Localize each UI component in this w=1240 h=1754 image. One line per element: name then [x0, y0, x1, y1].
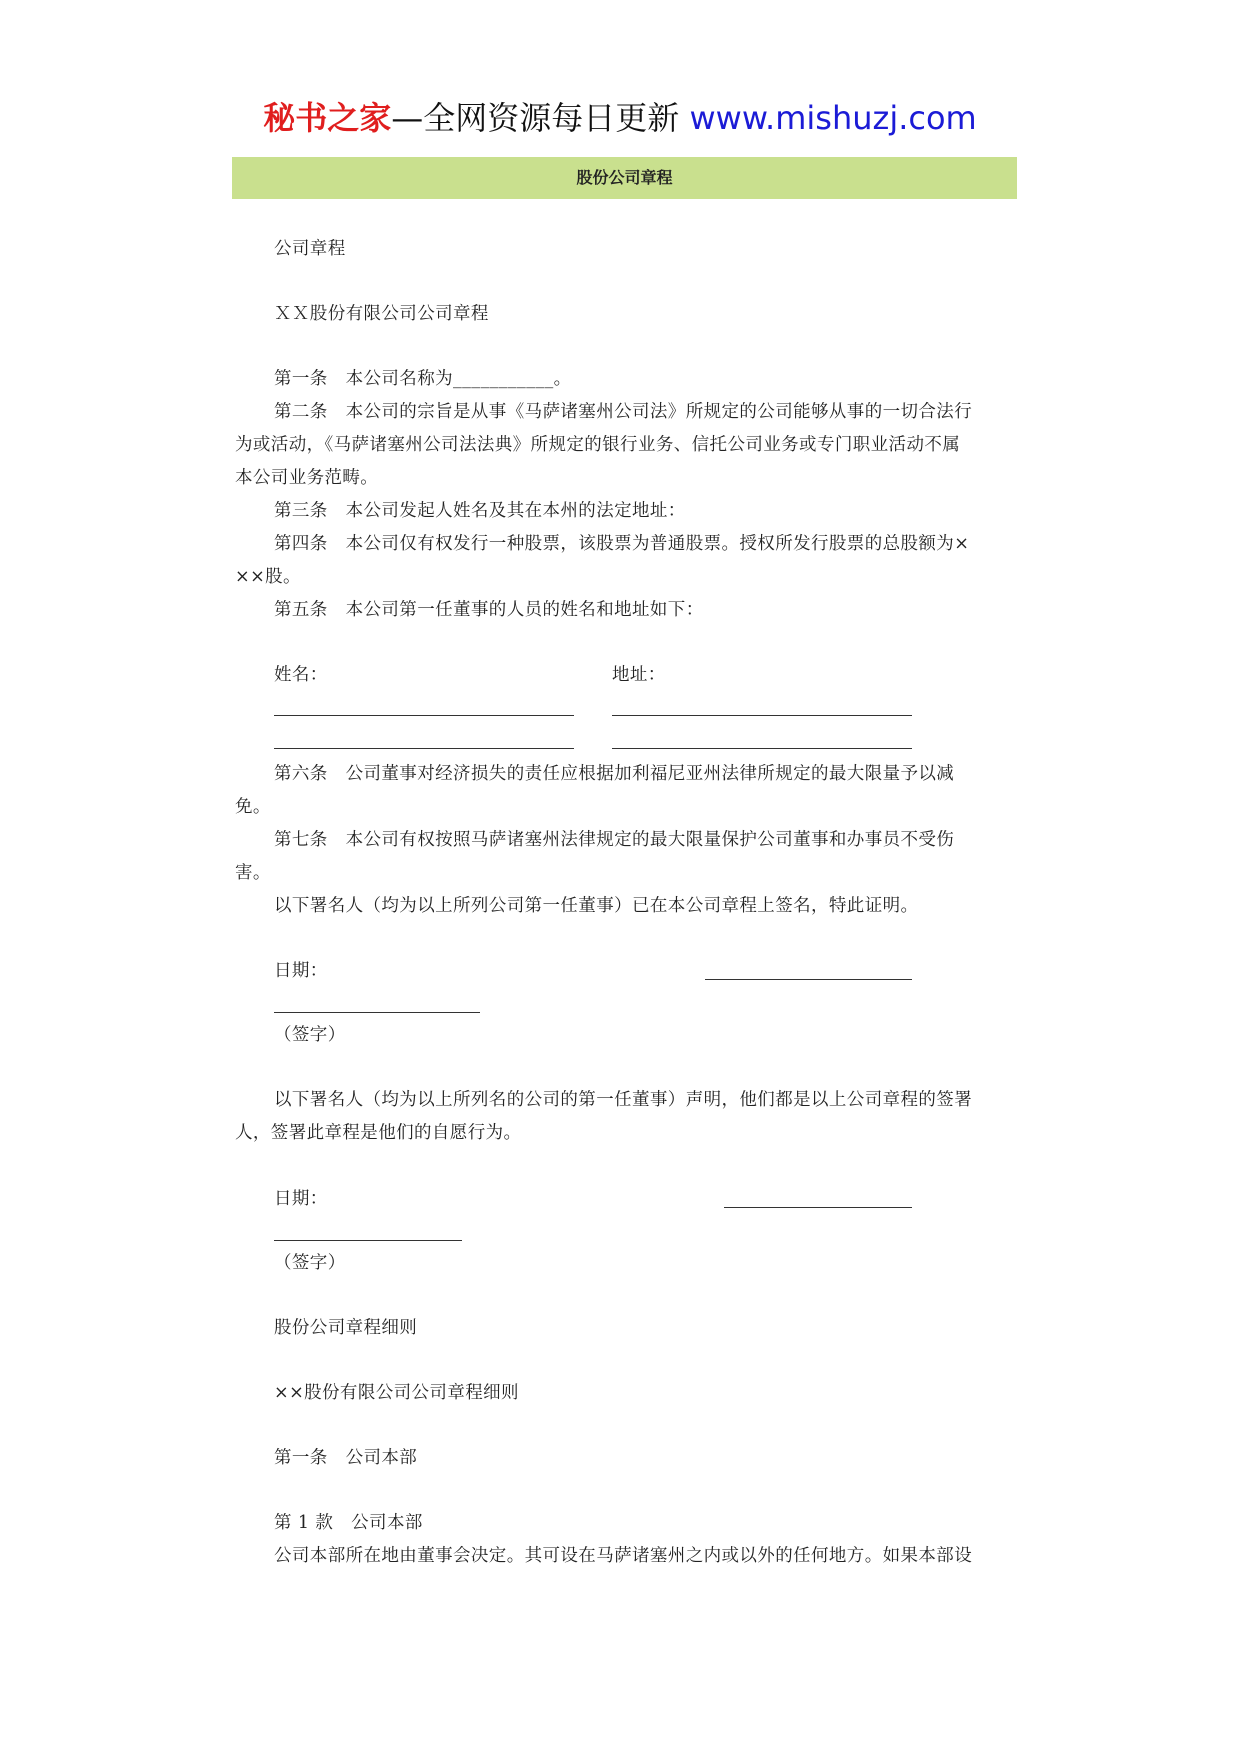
- name-label: 姓名：: [274, 665, 328, 685]
- article-7-line-1: 第七条 本公司有权按照马萨诸塞州法律规定的最大限量保护公司董事和办事员不受伤: [274, 830, 955, 850]
- article-6-line-1: 第六条 公司董事对经济损失的责任应根据加利福尼亚州法律所规定的最大限量予以减: [274, 764, 955, 784]
- site-url[interactable]: www.mishuzj.com: [689, 99, 977, 137]
- name-blank-line: [274, 715, 574, 716]
- bylaws-heading: 股份公司章程细则: [274, 1318, 418, 1338]
- date-blank-line: [705, 979, 912, 980]
- article-3: 第三条 本公司发起人姓名及其在本州的法定地址：: [274, 501, 686, 521]
- date-blank-line: [724, 1207, 912, 1208]
- article-2-line-3: 本公司业务范畴。: [235, 468, 379, 488]
- signature-blank-line: [274, 1240, 462, 1241]
- declaration-line-1: 以下署名人（均为以上所列名的公司的第一任董事）声明，他们都是以上公司章程的签署: [274, 1090, 973, 1110]
- document-title-bar: 股份公司章程: [232, 157, 1017, 199]
- article-2-line-1: 第二条 本公司的宗旨是从事《马萨诸塞州公司法》所规定的公司能够从事的一切合法行: [274, 402, 973, 422]
- heading-articles: 公司章程: [274, 239, 346, 259]
- date-label: 日期：: [274, 961, 328, 981]
- article-4-line-1: 第四条 本公司仅有权发行一种股票，该股票为普通股票。授权所发行股票的总股额为×: [274, 534, 970, 554]
- article-7-line-2: 害。: [235, 863, 271, 883]
- banner-tagline: —全网资源每日更新: [391, 99, 680, 137]
- address-label: 地址：: [612, 665, 666, 685]
- article-1: 第一条 本公司名称为___________。: [274, 369, 572, 389]
- bylaws-subheading: ××股份有限公司公司章程细则: [274, 1383, 519, 1403]
- bylaws-section-1: 第 1 款 公司本部: [274, 1513, 423, 1533]
- address-blank-line: [612, 715, 912, 716]
- article-2-line-2: 为或活动，《马萨诸塞州公司法法典》所规定的银行业务、信托公司业务或专门职业活动不属: [235, 435, 961, 455]
- article-6-line-2: 免。: [235, 797, 271, 817]
- brand-name: 秘书之家: [263, 99, 392, 137]
- site-banner: [0, 96, 1240, 140]
- address-blank-line: [612, 748, 912, 749]
- signature-blank-line: [274, 1012, 480, 1013]
- bylaws-section-1-text: 公司本部所在地由董事会决定。其可设在马萨诸塞州之内或以外的任何地方。如果本部设: [274, 1546, 973, 1566]
- bylaws-article-1: 第一条 公司本部: [274, 1448, 418, 1468]
- heading-company-articles: ＸＸ股份有限公司公司章程: [274, 304, 489, 324]
- article-5: 第五条 本公司第一任董事的人员的姓名和地址如下：: [274, 600, 704, 620]
- name-blank-line: [274, 748, 574, 749]
- signature-label: （签字）: [274, 1253, 346, 1273]
- date-label: 日期：: [274, 1189, 328, 1209]
- certification-statement: 以下署名人（均为以上所列公司第一任董事）已在本公司章程上签名，特此证明。: [274, 896, 919, 916]
- declaration-line-2: 人，签署此章程是他们的自愿行为。: [235, 1123, 522, 1143]
- signature-label: （签字）: [274, 1025, 346, 1045]
- article-4-line-2: ××股。: [235, 567, 301, 587]
